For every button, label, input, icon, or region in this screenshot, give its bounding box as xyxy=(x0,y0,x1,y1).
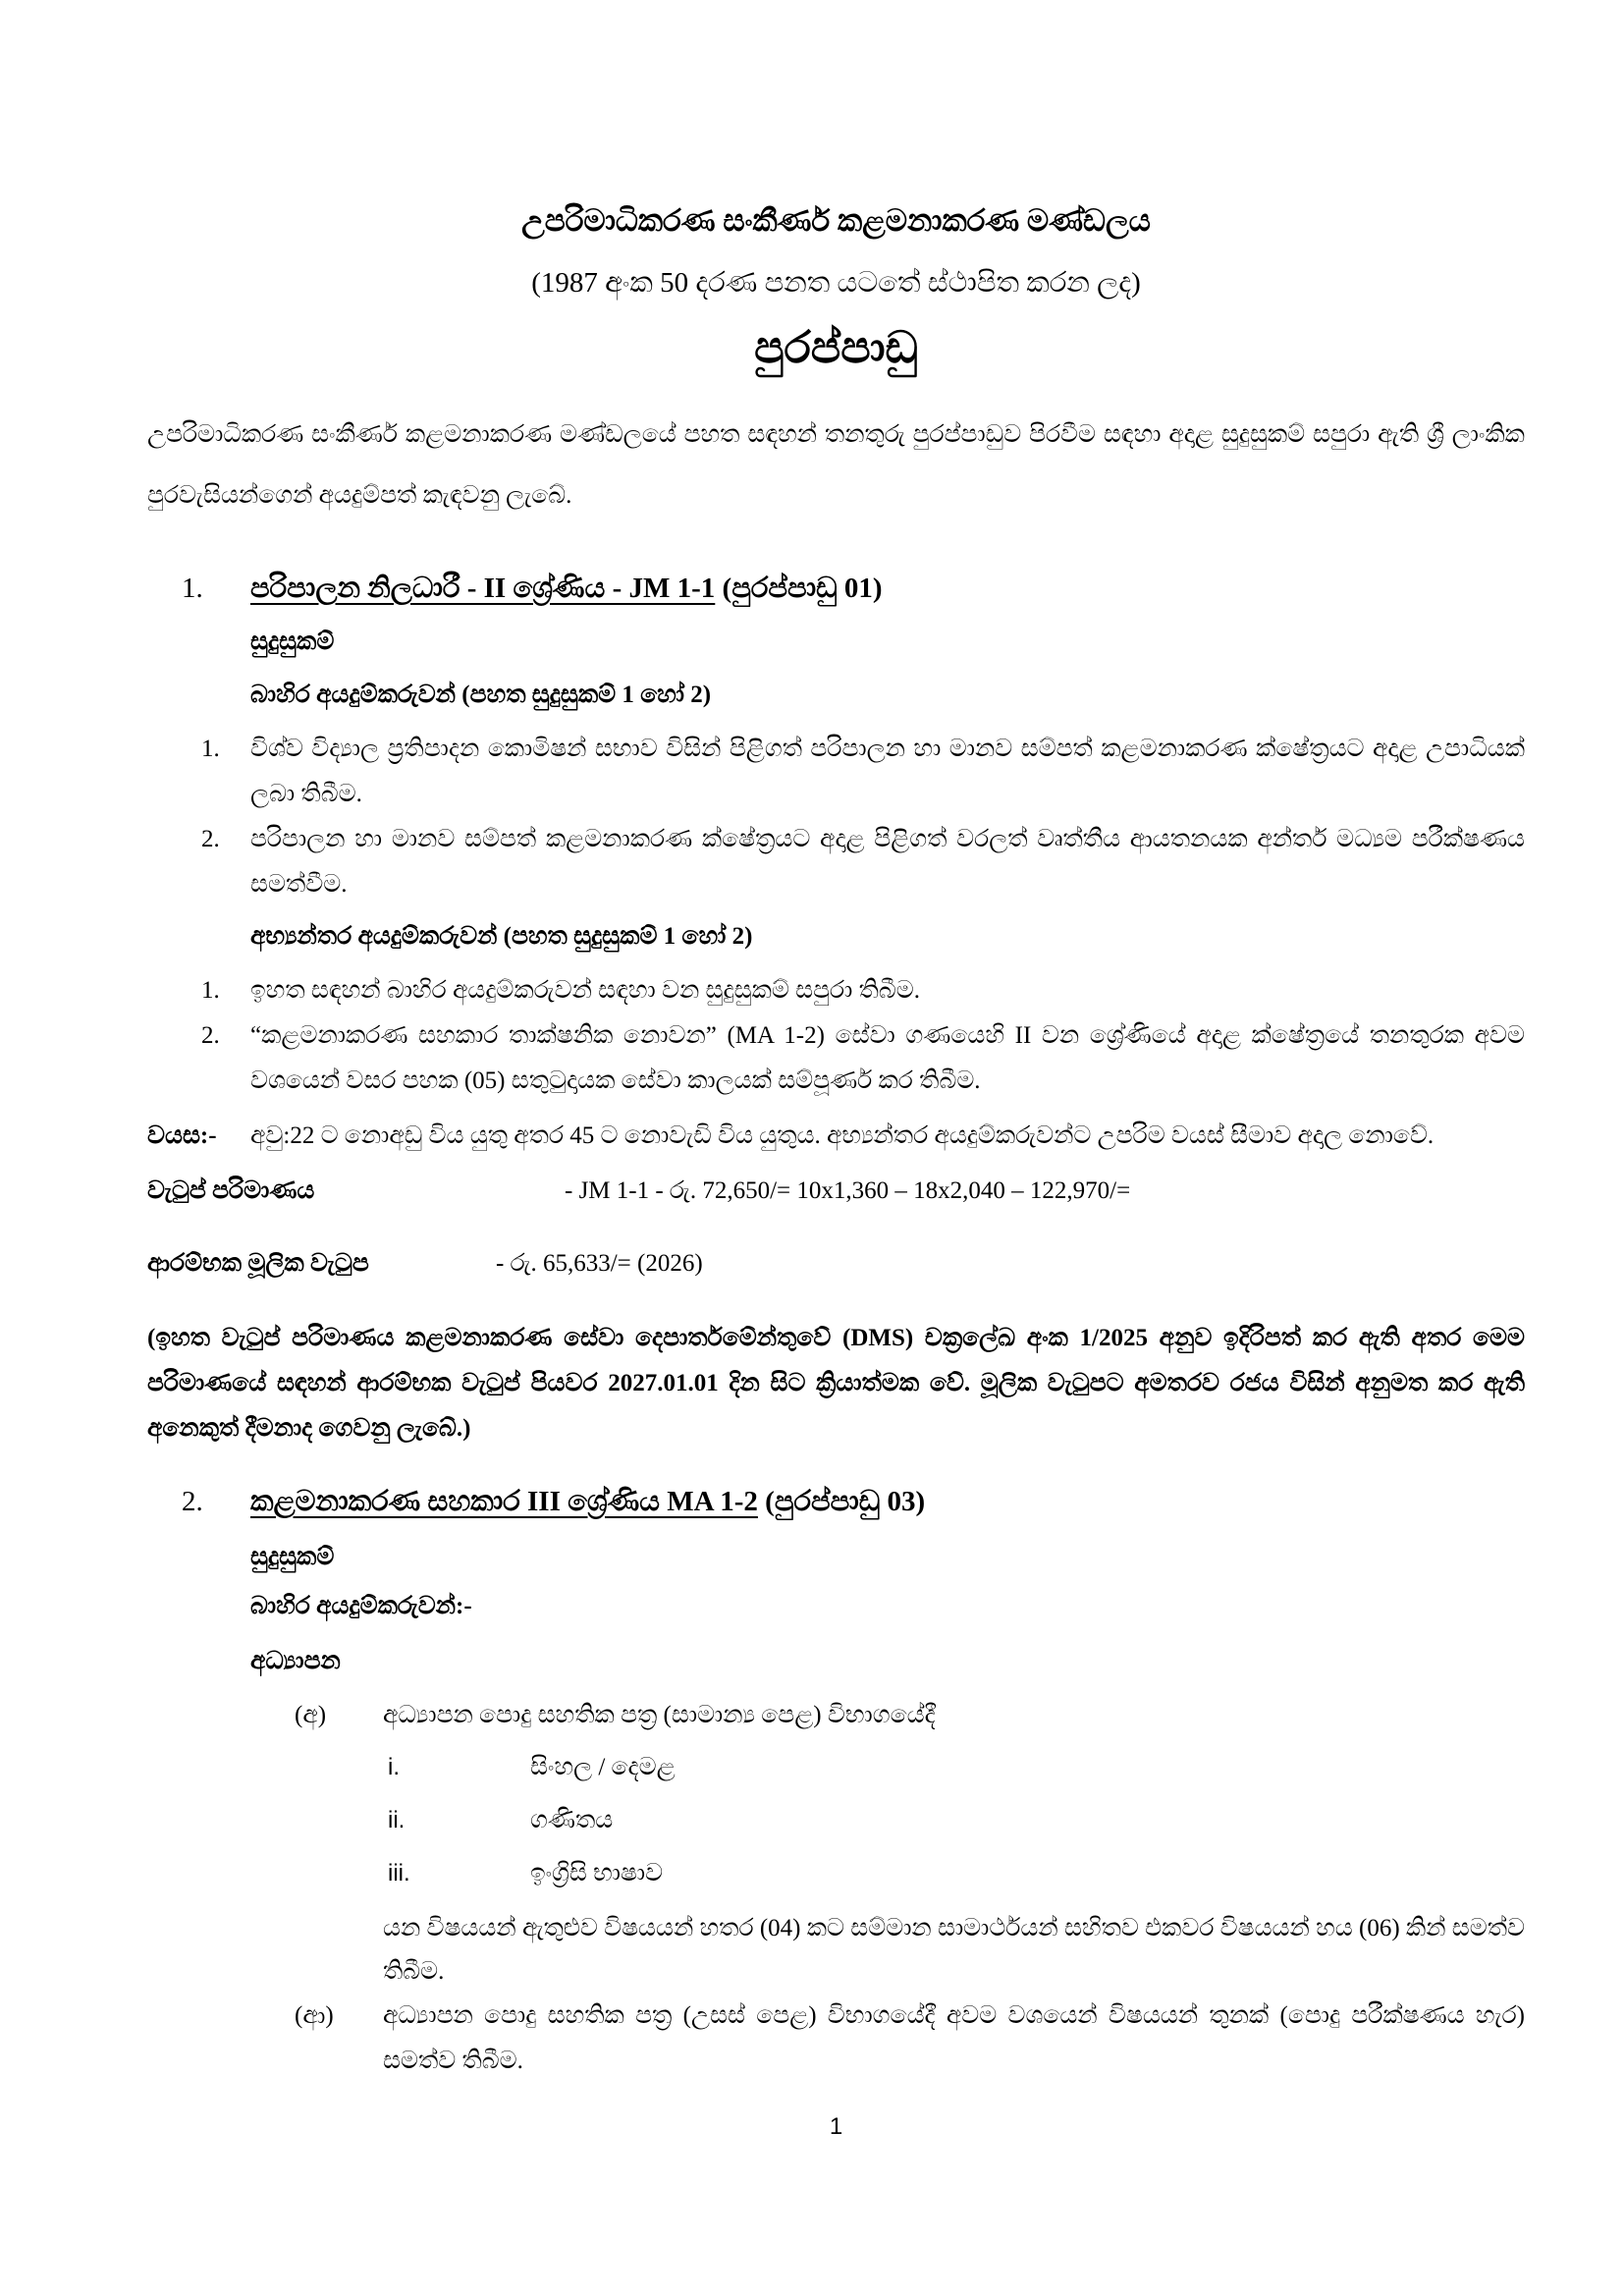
section-1-title xyxy=(250,564,883,613)
item-a-continuation: යන විෂයයන් ඇතුළුව විෂයයන් හතර (04) කට සම්මාන සාමාර්ථයන් සහිතව එකවර විෂයයන් හය (06) කින් සමත්ව තිබීම. xyxy=(383,1915,1525,1985)
subject-name: ගණිතය xyxy=(530,1807,614,1833)
section-2 xyxy=(147,1477,1525,2084)
section-1-internal-heading: අභ්‍යන්තර අයදුම්කරුවන් (පහත සුදුසුකම් 1 හෝ 2) xyxy=(250,923,753,950)
age-label: වයස:- xyxy=(147,1122,217,1149)
starting-salary-label: ආරම්භක මූලික වැටුප xyxy=(147,1250,369,1277)
intro-paragraph: උපරිමාධිකරණ සංකීර්ණ කළමනාකරණ මණ්ඩලයේ පහත සඳහන් තනතුරු පුරප්පාඩුව පිරවීම සඳහා අදාළ සුදුසුකම් සපුරා ඇති ශ්‍රී ලාංකික පුරවැසියන්ගෙන් අයදුම්පත් කැඳවනු ලැබේ. xyxy=(147,421,1525,509)
age-text: අවු:22 ට නොඅඩු විය යුතු අතර 45 ට නොවැඩි විය යුතුය. අභ්‍යන්තර අයදුම්කරුවන්ට උපරිම වයස් සීමාව අදාල නොවේ. xyxy=(250,1122,1435,1149)
section-1-heading xyxy=(147,564,1525,613)
list-item-number: 1. xyxy=(201,977,220,1004)
list-item-text: ඉහත සඳහන් බාහිර අයදුම්කරුවන් සඳහා වන සුදුසුකම් සපුරා තිබීම. xyxy=(250,977,920,1004)
starting-salary-value: - රු. 65,633/= (2026) xyxy=(496,1250,703,1277)
starting-salary-row xyxy=(147,1241,1525,1286)
education-label: අධ්‍යාපන xyxy=(250,1648,341,1674)
section-1-external-heading: බාහිර අයදුම්කරුවන් (පහත සුදුසුකම් 1 හෝ 2) xyxy=(250,682,712,708)
age-row xyxy=(147,1114,1525,1159)
item-a-text: අධ්‍යාපන පොදු සහතික පත්‍ර (සාමාන්‍ය පෙළ) විභාගයේදී xyxy=(383,1702,936,1728)
subject-row xyxy=(147,1744,1525,1791)
list-item-text: විශ්ව විද්‍යාල ප්‍රතිපාදන කොමිෂන් සභාව විසින් පිළිගත් පරිපාලන හා මානව සම්පත් කළමනාකරණ ක්ෂේත්‍රයට අදාළ උපාධියක් ලබා තිබීම. xyxy=(250,736,1525,807)
list-item xyxy=(147,968,1525,1013)
page-number: 1 xyxy=(829,2113,843,2140)
section-1-number: 1. xyxy=(182,573,203,604)
list-item xyxy=(147,1013,1525,1104)
section-2-qualifications-label: සුදුසුකම් xyxy=(250,1544,335,1570)
salary-note-paragraph: (ඉහත වැටුප් පරිමාණය කළමනාකරණ සේවා දෙපාර්තමේන්තුවේ (DMS) චක්‍රලේඛ අංක 1/2025 අනුව ඉදිරිපත් කර ඇති අතර මෙම පරිමාණයේ සඳහන් ආරම්භක වැටුප් පියවර 2027.01.01 දින සිට ක්‍රියාත්මක වේ. මූලික වැටුපට අමතරව රජය විසින් අනුමත කර ඇති අනෙකුත් දීමනාද ගෙවනු ලැබේ.) xyxy=(147,1325,1525,1442)
education-item-b xyxy=(147,1994,1525,2084)
subject-number: ii. xyxy=(388,1807,406,1833)
subject-name: සිංහල / දෙමළ xyxy=(530,1754,676,1780)
salary-scale-label: වැටුප් පරිමාණය xyxy=(147,1177,315,1204)
section-2-title-underlined: කළමනාකරණ සහකාර III ශ්‍රේණිය MA 1-2 xyxy=(250,1486,758,1517)
subject-row xyxy=(147,1797,1525,1844)
list-item-number: 2. xyxy=(201,1022,220,1049)
list-item-number: 1. xyxy=(201,736,220,762)
section-1 xyxy=(147,564,1525,1451)
section-1-title-underlined: පරිපාලන නිලධාරී - II ශ්‍රේණිය - JM 1-1 xyxy=(250,573,716,604)
salary-scale-row xyxy=(147,1169,1525,1214)
section-2-number: 2. xyxy=(182,1486,203,1517)
page-title: පුරප්පාඩු xyxy=(754,323,918,372)
list-item-number: 2. xyxy=(201,826,220,852)
section-2-heading xyxy=(147,1477,1525,1526)
document-header xyxy=(147,196,1525,379)
section-1-internal-list xyxy=(147,968,1525,1104)
list-item-text: “කළමනාකරණ සහකාර තාක්ෂනික නොවන” (MA 1-2) සේවා ගණයෙහි II වන ශ්‍රේණියේ අදාළ ක්ෂේත්‍රයේ තනතුරක අවම වශයෙන් වසර පහක (05) සතුටුදායක සේවා කාලයක් සම්පූර්ණ කර තිබීම. xyxy=(250,1022,1525,1094)
list-item xyxy=(147,727,1525,817)
education-item-a xyxy=(147,1693,1525,1738)
item-a-label: (අ) xyxy=(295,1702,327,1728)
section-2-vacancy-count: (පුරප්පාඩු 03) xyxy=(757,1486,926,1517)
section-1-external-list xyxy=(147,727,1525,907)
org-title: උපරිමාධිකරණ සංකීර්ණ කළමනාකරණ මණ්ඩලය xyxy=(521,203,1151,238)
section-1-vacancy-count: (පුරප්පාඩු 01) xyxy=(715,573,883,604)
subject-number: i. xyxy=(388,1754,400,1780)
list-item xyxy=(147,817,1525,907)
subject-list xyxy=(147,1744,1525,1897)
list-item-text: පරිපාලන හා මානව සම්පත් කළමනාකරණ ක්ෂේත්‍රයට අදාළ පිළිගත් වරලත් වෘත්තීය ආයතනයක අන්තර් මධ්‍යම පරීක්ෂණය සමත්වීම. xyxy=(250,826,1525,898)
act-subtitle: (1987 අංක 50 දරණ පනත යටතේ ස්ථාපිත කරන ලද) xyxy=(531,267,1141,299)
section-1-qualifications-label: සුදුසුකම් xyxy=(250,629,335,655)
subject-row xyxy=(147,1850,1525,1897)
salary-scale-value: - JM 1-1 - රු. 72,650/= 10x1,360 – 18x2,040 – 122,970/= xyxy=(565,1177,1131,1204)
section-2-external-heading: බාහිර අයදුම්කරුවන්:- xyxy=(250,1593,472,1619)
subject-number: iii. xyxy=(388,1860,410,1886)
item-b-text: අධ්‍යාපන පොදු සහතික පත්‍ර (උසස් පෙළ) විභාගයේදී අවම වශයෙන් විෂයයන් තුනක් (පොදු පරීක්ෂණය හැර) සමත්ව තිබීම. xyxy=(383,2002,1525,2074)
section-2-title xyxy=(250,1477,925,1526)
item-b-label: (ආ) xyxy=(295,2002,334,2029)
subject-name: ඉංග්‍රිසි භාෂාව xyxy=(530,1860,664,1886)
